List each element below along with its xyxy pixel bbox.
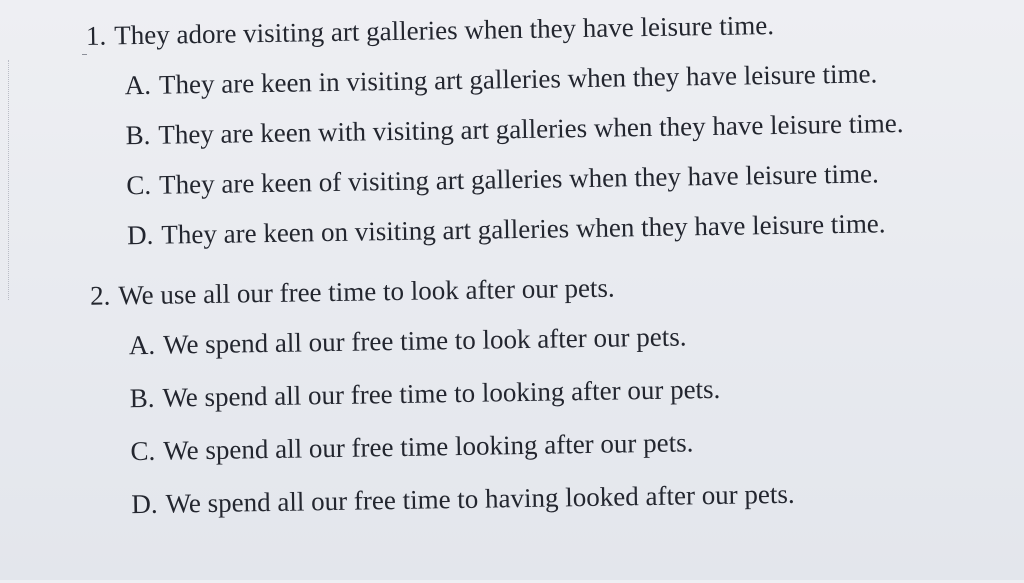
question-stem [86,6,986,52]
option-letter: C. [130,435,156,467]
question-number: 1. [85,20,107,51]
option-text: They are keen in visiting art galleries when they have leisure time. [158,58,878,100]
option-letter: A. [128,329,156,361]
option-letter: C. [126,169,152,201]
option-text: We spend all our free time to look after our pets. [162,321,687,360]
option-letter: D. [126,219,154,251]
question-1 [86,6,990,270]
question-stem [90,266,990,312]
answer-options [87,56,990,270]
option-text: They are keen on visiting art galleries when they have leisure time. [161,208,886,250]
option-text: We spend all our free time to looking after our pets. [162,373,721,413]
question-text: We use all our free time to look after our pets. [118,272,615,311]
option-text: They are keen of visiting art galleries when they have leisure time. [158,158,879,200]
question-2 [90,266,994,542]
option-text: We spend all our free time looking after our pets. [163,427,694,466]
option-text: We spend all our free time to having looked after our pets. [165,478,795,519]
answer-options [91,316,994,542]
option-text: They are keen with visiting art galleries when they have leisure time. [158,108,904,150]
option-letter: D. [131,488,158,520]
option-letter: B. [125,119,151,151]
question-text: They adore visiting art galleries when they have leisure time. [114,10,775,51]
option-letter: B. [129,382,155,414]
option-letter: A. [124,69,152,101]
question-number: 2. [89,280,111,311]
